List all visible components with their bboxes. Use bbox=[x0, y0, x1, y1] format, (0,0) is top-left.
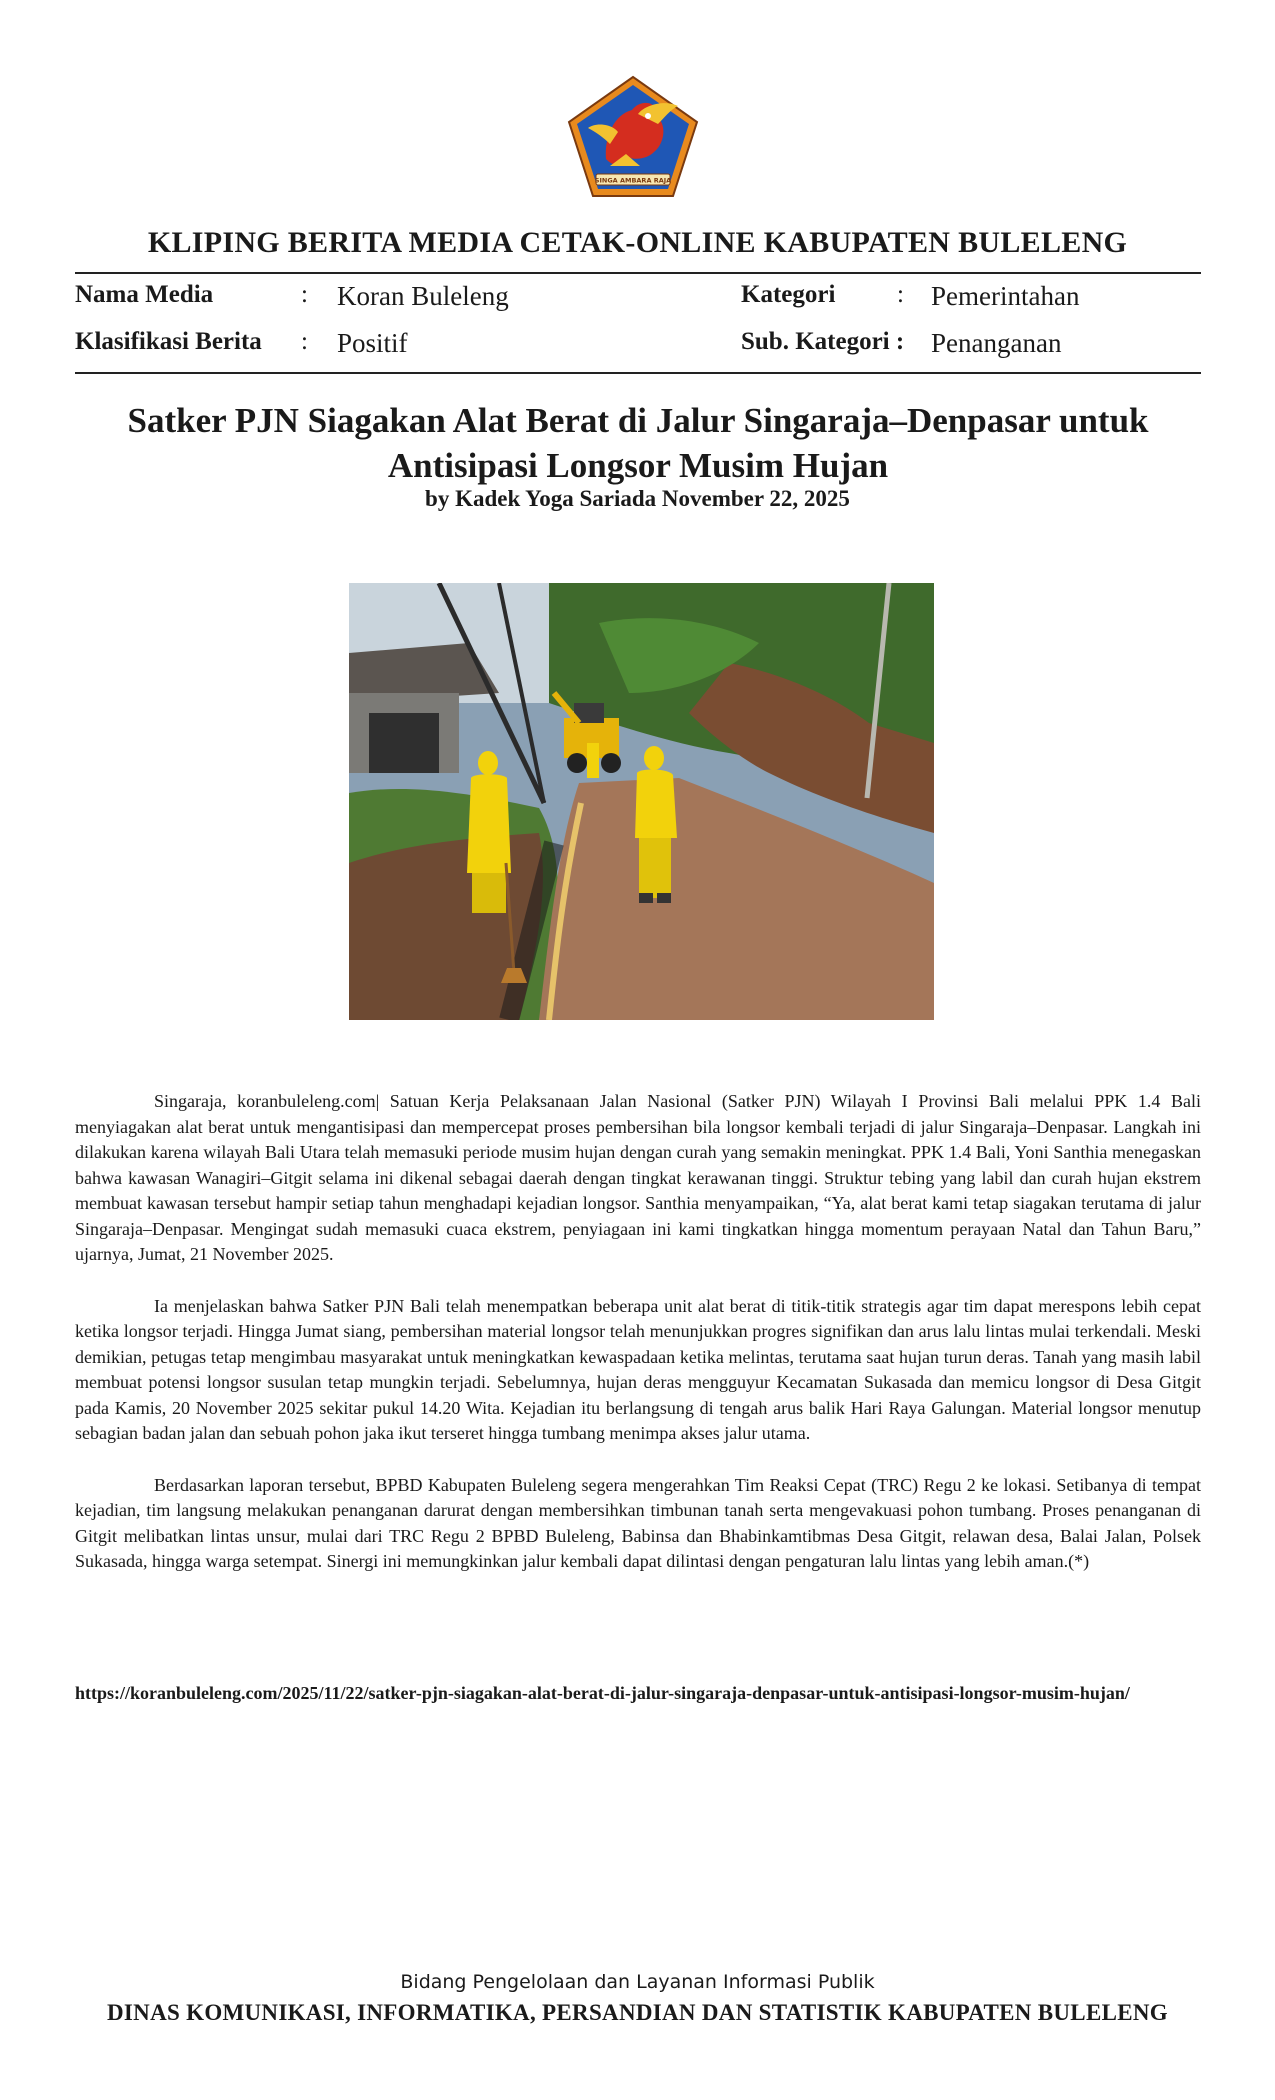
nama-media-value: Koran Buleleng bbox=[337, 281, 509, 311]
article-headline: Satker PJN Siagakan Alat Berat di Jalur Singaraja–Denpasar untuk Antisipasi Longsor Musim Hujan bbox=[127, 401, 1149, 485]
singa-ambara-raja-crest-icon bbox=[566, 74, 700, 200]
article-paragraph: Ia menjelaskan bahwa Satker PJN Bali telah menempatkan beberapa unit alat berat di titik-titik strategis agar tim dapat merespons lebih cepat ketika longsor terjadi. Hingga Jumat siang, pembersihan material longsor telah menunjukkan progres signifikan dan arus lalu lintas mulai terkendali. Meski demikian, petugas tetap mengimbau masyarakat untuk meningkatkan kewaspadaan ketika melintas, terutama saat hujan turun deras. Tanah yang masih labil membuat potensi longsor susulan tetap mungkin terjadi. Sebelumnya, hujan deras mengguyur Kecamatan Sukasada dan memicu longsor di Desa Gitgit pada Kamis, 20 November 2025 sekitar pukul 14.20 Wita. Kejadian itu berlangsung di tengah arus balik Hari Raya Galungan. Material longsor menutup sebagian badan jalan dan sebuah pohon jaka ikut terseret hingga tumbang menimpa akses jalur utama. bbox=[75, 1295, 1201, 1443]
klasifikasi-value: Positif bbox=[337, 328, 408, 358]
source-link[interactable]: https://koranbuleleng.com/2025/11/22/satker-pjn-siagakan-alat-berat-di-jalur-singaraja-denpasar-untuk-antisipasi-longsor-musim-hujan/ bbox=[75, 1683, 1130, 1703]
news-photo bbox=[349, 583, 934, 1020]
article-paragraph: Berdasarkan laporan tersebut, BPBD Kabupaten Buleleng segera mengerahkan Tim Reaksi Cepat (TRC) Regu 2 ke lokasi. Setibanya di tempat kejadian, tim langsung melakukan penanganan darurat dengan membersihkan timbunan tanah serta mengevakuasi pohon tumbang. Proses penanganan di Gitgit melibatkan lintas unsur, mulai dari TRC Regu 2 BPBD Buleleng, Babinsa dan Bhabinkamtibmas Desa Gitgit, relawan desa, Balai Jalan, Polsek Sukasada, hingga warga setempat. Sinergi ini memungkinkan jalur kembali dapat dilintasi dengan pengaturan lalu lintas yang lebih aman.(*) bbox=[75, 1474, 1201, 1571]
footer-unit: Bidang Pengelolaan dan Layanan Informasi Publik bbox=[400, 1971, 875, 1993]
footer-department: DINAS KOMUNIKASI, INFORMATIKA, PERSANDIAN DAN STATISTIK KABUPATEN BULELENG bbox=[107, 2000, 1168, 2025]
article-body bbox=[75, 1089, 1201, 1601]
logo-caption: SINGA AMBARA RAJA bbox=[594, 176, 672, 185]
colon: : bbox=[301, 281, 308, 308]
kategori-value: Pemerintahan bbox=[931, 281, 1080, 311]
nama-media-label: Nama Media bbox=[75, 281, 214, 308]
top-divider bbox=[75, 272, 1201, 274]
colon: : bbox=[301, 328, 308, 355]
sub-kategori-value: Penanganan bbox=[931, 328, 1062, 358]
bottom-divider bbox=[75, 372, 1201, 374]
article-byline: by Kadek Yoga Sariada November 22, 2025 bbox=[425, 486, 850, 511]
page-title: KLIPING BERITA MEDIA CETAK-ONLINE KABUPATEN BULELENG bbox=[147, 226, 1128, 259]
colon: : bbox=[897, 281, 904, 308]
kategori-label: Kategori bbox=[741, 281, 836, 308]
article-paragraph: Singaraja, koranbuleleng.com| Satuan Kerja Pelaksanaan Jalan Nasional (Satker PJN) Wilayah I Provinsi Bali melalui PPK 1.4 Bali menyiagakan alat berat untuk mengantisipasi dan mempercepat proses pembersihan bila longsor kembali terjadi di jalur Singaraja–Denpasar. Langkah ini dilakukan karena wilayah Bali Utara telah memasuki periode musim hujan dengan curah yang semakin meningkat. PPK 1.4 Bali, Yoni Santhia menegaskan bahwa kawasan Wanagiri–Gitgit selama ini dikenal sebagai daerah dengan tingkat kerawanan tinggi. Struktur tebing yang labil dan curah hujan ekstrem membuat kawasan tersebut hampir setiap tahun menghadapi kejadian longsor. Santhia menyampaikan, “Ya, alat berat kami tetap siagakan terutama di jalur Singaraja–Denpasar. Mengingat sudah memasuki cuaca ekstrem, penyiagaan ini kami tingkatkan hingga momentum perayaan Natal dan Tahun Baru,” ujarnya, Jumat, 21 November 2025. bbox=[75, 1091, 1201, 1264]
klasifikasi-label: Klasifikasi Berita bbox=[75, 328, 262, 355]
sub-kategori-label: Sub. Kategori : bbox=[741, 328, 905, 355]
